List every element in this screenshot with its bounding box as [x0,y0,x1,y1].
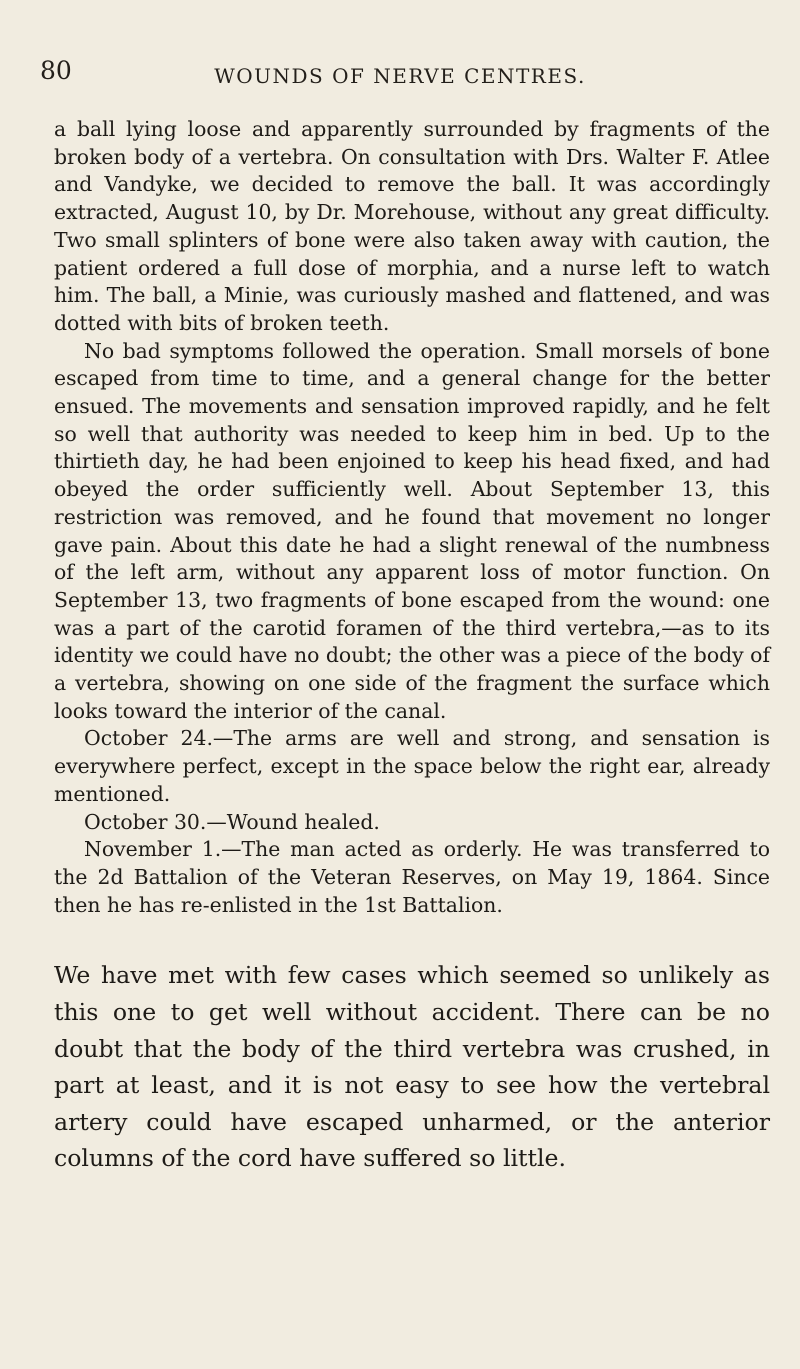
running-head: WOUNDS OF NERVE CENTRES. [214,64,586,88]
paragraph-post-operation: No bad symptoms followed the operation. Small morsels of bone escaped from time to time, and a general change for the better ensued. The movements and sensation improved rapidly, and he felt so well that authority was needed to keep him in bed. Up to the thirtieth day, he had been enjoined to keep his head fixed, and had obeyed the order sufficiently well. About September 13, this restriction was removed, and he found that movement no longer gave pain. About this date he had a slight renewal of the numbness of the left arm, without any apparent loss of motor function. On September 13, two fragments of bone escaped from the wound: one was a part of the carotid foramen of the third vertebra,—as to its identity we could have no doubt; the other was a piece of the body of a vertebra, showing on one side of the fragment the surface which looks toward the interior of the canal. [54,338,770,723]
paragraph-october-30: October 30.—Wound healed. [84,809,380,834]
body-text [54,116,770,1177]
paragraph-november-1: November 1.—The man acted as orderly. He was transferred to the 2d Battalion of the Veteran Reserves, on May 19, 1864. Since then he has re-enlisted in the 1st Battalion. [54,837,770,917]
paragraph-october-24: October 24.—The arms are well and strong, and sensation is everywhere perfect, except in the space below the right ear, already mentioned. [54,726,770,806]
paragraph-commentary: We have met with few cases which seemed so unlikely as this one to get well without accident. There can be no doubt that the body of the third vertebra was crushed, in part at least, and it is not easy to see how the vertebral artery could have escaped unharmed, or the anterior columns of the cord have suffered so little. [54,961,770,1173]
page-number: 80 [40,56,72,85]
paragraph-case-continuation: a ball lying loose and apparently surrounded by fragments of the broken body of a vertebra. On consultation with Drs. Walter F. Atlee and Vandyke, we decided to remove the ball. It was accordingly extracted, August 10, by Dr. Morehouse, without any great difficulty. Two small splinters of bone were also taken away with caution, the patient ordered a full dose of morphia, and a nurse left to watch him. The ball, a Minie, was curiously mashed and flattened, and was dotted with bits of broken teeth. [54,117,770,335]
